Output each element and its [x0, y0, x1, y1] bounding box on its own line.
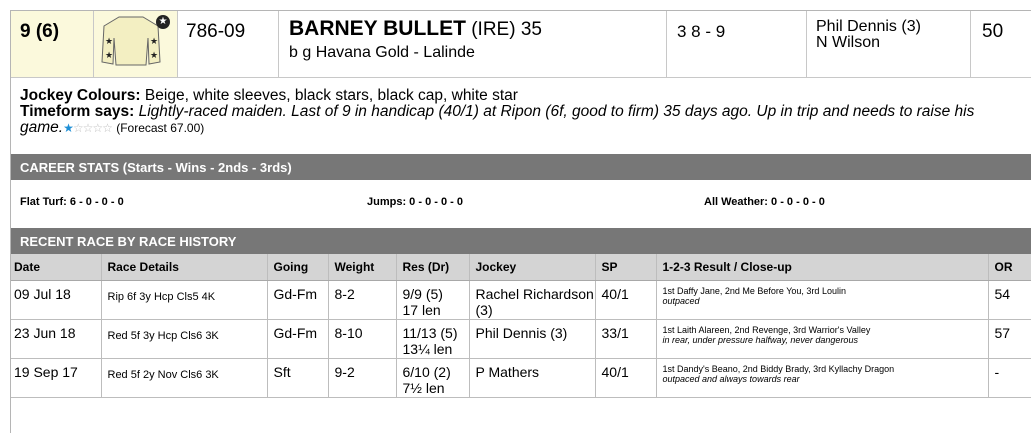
row-weight: 8-2 [328, 280, 396, 319]
jockey-silks-icon [101, 14, 161, 68]
timeform-label: Timeform says: [20, 103, 135, 120]
row-race-details[interactable]: Rip 6f 3y Hcp Cls5 4K [101, 280, 267, 319]
row-jockey: P Mathers [469, 358, 595, 397]
row-distance: 7½ len [402, 379, 445, 396]
star-empty-icon: ☆☆☆☆ [72, 121, 112, 135]
row-or: - [988, 358, 1031, 397]
rating-stars [63, 121, 112, 135]
row-jockey: Phil Dennis (3) [469, 319, 595, 358]
colours-text: Beige, white sleeves, black stars, black cap, white star [144, 87, 518, 104]
horse-suffix: (IRE) 35 [471, 19, 542, 40]
official-rating: 50 [982, 21, 1004, 42]
svg-text:★: ★ [105, 36, 114, 46]
age-draw: 3 8 - 9 [667, 11, 807, 77]
row-race-details[interactable]: Red 5f 3y Hcp Cls6 3K [101, 319, 267, 358]
row-result [396, 358, 469, 397]
col-sp[interactable]: SP [595, 254, 656, 280]
pedigree: b g Havana Gold - Lalinde [289, 44, 475, 61]
career-stats [11, 180, 1031, 228]
row-distance: 13¼ len [402, 340, 453, 357]
row-weight: 8-10 [328, 319, 396, 358]
row-sp: 33/1 [595, 319, 656, 358]
row-close-up [656, 280, 988, 319]
race-history-table [11, 254, 1031, 398]
row-placings: 1st Laith Alareen, 2nd Revenge, 3rd Warrior's Valley [662, 324, 871, 335]
row-comment: outpaced [662, 295, 700, 306]
colours-label: Jockey Colours: [20, 87, 141, 104]
col-race-details[interactable]: Race Details [101, 254, 267, 280]
horse-name-cell[interactable] [279, 11, 667, 77]
row-going: Sft [267, 358, 328, 397]
row-close-up [656, 358, 988, 397]
row-position: 9/9 (5) [402, 285, 443, 302]
row-comment: outpaced and always towards rear [662, 373, 800, 384]
row-result [396, 280, 469, 319]
table-row[interactable] [11, 280, 1031, 319]
row-distance: 17 len [402, 301, 441, 318]
row-placings: 1st Dandy's Beano, 2nd Biddy Brady, 3rd Kyllachy Dragon [662, 363, 895, 374]
row-going: Gd-Fm [267, 280, 328, 319]
col-or[interactable]: OR [988, 254, 1031, 280]
trainer-name[interactable]: N Wilson [816, 34, 881, 51]
row-going: Gd-Fm [267, 319, 328, 358]
row-close-up [656, 319, 988, 358]
col-jockey[interactable]: Jockey [469, 254, 595, 280]
row-position: 6/10 (2) [402, 363, 451, 380]
row-race-details[interactable]: Red 5f 2y Nov Cls6 3K [101, 358, 267, 397]
row-sp: 40/1 [595, 358, 656, 397]
table-row[interactable] [11, 358, 1031, 397]
career-stats-heading: CAREER STATS (Starts - Wins - 2nds - 3rds) [11, 154, 1031, 180]
runner-card [10, 10, 1031, 433]
row-or: 54 [988, 280, 1031, 319]
row-result [396, 319, 469, 358]
col-result-draw[interactable]: Res (Dr) [396, 254, 469, 280]
horse-name[interactable]: BARNEY BULLET [289, 17, 466, 40]
row-date: 09 Jul 18 [11, 280, 101, 319]
row-weight: 9-2 [328, 358, 396, 397]
row-sp: 40/1 [595, 280, 656, 319]
flat-turf-stats: Flat Turf: 6 - 0 - 0 - 0 [20, 196, 124, 208]
runner-info [11, 78, 1031, 154]
race-history-heading: RECENT RACE BY RACE HISTORY [11, 228, 1031, 254]
row-date: 23 Jun 18 [11, 319, 101, 358]
row-jockey: Rachel Richardson (3) [469, 280, 595, 319]
star-filled-icon: ★ [63, 121, 73, 135]
row-position: 11/13 (5) [402, 324, 458, 341]
cap-star-icon: ★ [156, 15, 170, 29]
silks-cell [94, 11, 178, 77]
row-or: 57 [988, 319, 1031, 358]
row-date: 19 Sep 17 [11, 358, 101, 397]
col-weight[interactable]: Weight [328, 254, 396, 280]
jockey-trainer-cell [807, 11, 971, 77]
row-placings: 1st Daffy Jane, 2nd Me Before You, 3rd Loulin [662, 285, 846, 296]
timeform-comment: Lightly-raced maiden. Last of 9 in handicap (40/1) at Ripon (6f, good to firm) 35 days ago. Up in trip and needs to raise his game. [20, 103, 975, 136]
all-weather-stats: All Weather: 0 - 0 - 0 - 0 [704, 196, 825, 208]
runner-number: 9 (6) [11, 11, 94, 77]
svg-text:★: ★ [105, 50, 114, 60]
svg-text:★: ★ [150, 50, 159, 60]
row-comment: in rear, under pressure halfway, never dangerous [662, 334, 858, 345]
col-date[interactable]: Date [11, 254, 101, 280]
table-row[interactable] [11, 319, 1031, 358]
jockey-name[interactable]: Phil Dennis (3) [816, 18, 921, 35]
jumps-stats: Jumps: 0 - 0 - 0 - 0 [367, 196, 463, 208]
forecast: (Forecast 67.00) [116, 121, 205, 135]
runner-header [11, 11, 1031, 78]
form-figures: 786-09 [178, 11, 279, 77]
table-header-row [11, 254, 1031, 280]
svg-text:★: ★ [150, 36, 159, 46]
col-going[interactable]: Going [267, 254, 328, 280]
col-close-up[interactable]: 1-2-3 Result / Close-up [656, 254, 988, 280]
